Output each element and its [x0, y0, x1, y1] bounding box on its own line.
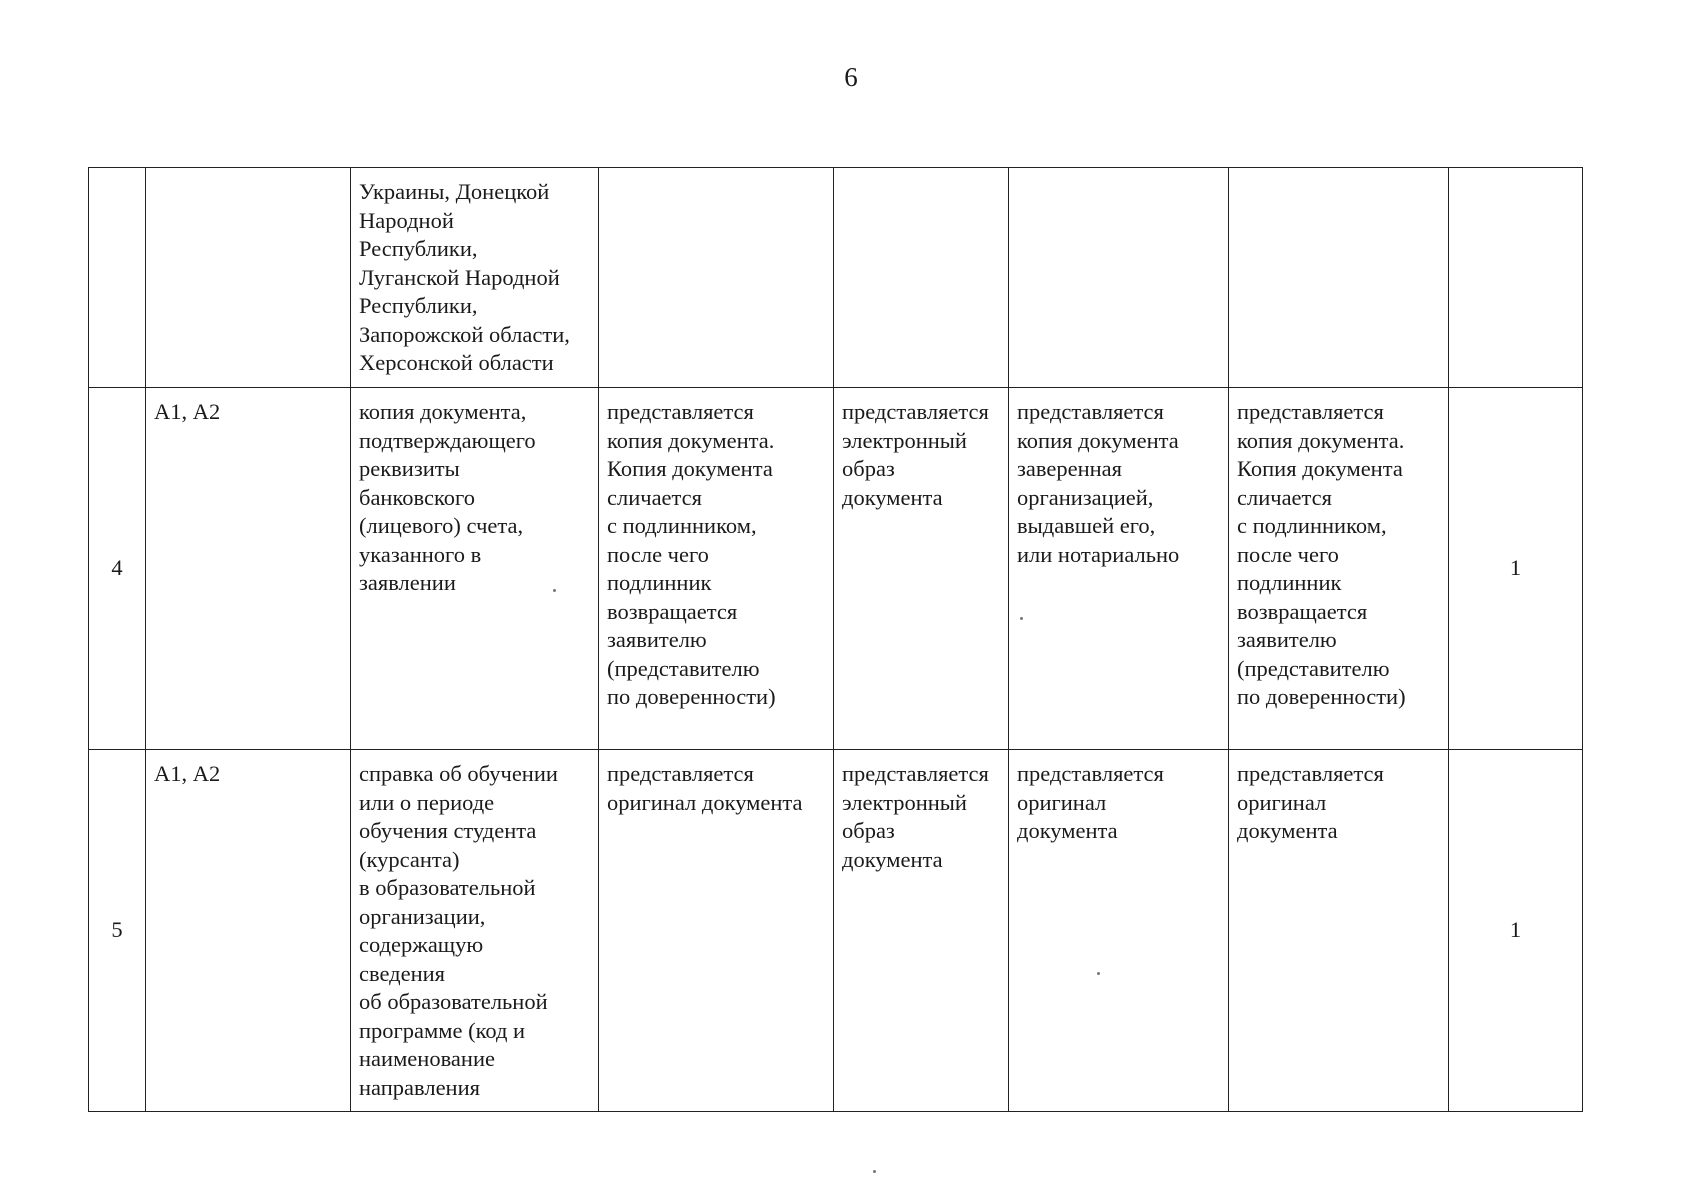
submission-electronic-cell: представляется электронный образ документа	[834, 388, 1009, 750]
scan-artifact-dot	[553, 589, 556, 592]
table-row	[89, 388, 1583, 750]
submission-mfc-cell: представляется копия документа. Копия документа сличается с подлинником, после чего подлинник возвращается заявителю (представителю по доверенности)	[1229, 388, 1449, 750]
applicant-category-cell	[146, 168, 351, 388]
submission-in-person-cell: представляется оригинал документа	[599, 750, 834, 1112]
submission-by-mail-cell	[1009, 168, 1229, 388]
submission-in-person-cell	[599, 168, 834, 388]
submission-electronic-cell: представляется электронный образ документа	[834, 750, 1009, 1112]
submission-by-mail-cell: представляется оригинал документа	[1009, 750, 1229, 1112]
quantity-cell: 1	[1449, 388, 1583, 750]
applicant-category-cell: А1, А2	[146, 750, 351, 1112]
row-number-cell	[89, 168, 146, 388]
submission-electronic-cell	[834, 168, 1009, 388]
document-name-cell: Украины, Донецкой Народной Республики, Луганской Народной Республики, Запорожской области, Херсонской области	[351, 168, 599, 388]
quantity-cell	[1449, 168, 1583, 388]
page-number: 6	[844, 62, 858, 92]
scan-artifact-dot	[1020, 617, 1023, 620]
row-number-cell: 5	[89, 750, 146, 1112]
row-number-cell: 4	[89, 388, 146, 750]
table-row	[89, 168, 1583, 388]
submission-mfc-cell: представляется оригинал документа	[1229, 750, 1449, 1112]
applicant-category-cell: А1, А2	[146, 388, 351, 750]
scan-artifact-dot	[1097, 972, 1100, 975]
table-row	[89, 750, 1583, 1112]
quantity-cell: 1	[1449, 750, 1583, 1112]
submission-by-mail-cell: представляется копия документа заверенная организацией, выдавшей его, или нотариально	[1009, 388, 1229, 750]
document-name-cell: копия документа, подтверждающего реквизиты банковского (лицевого) счета, указанного в заявлении	[351, 388, 599, 750]
submission-in-person-cell: представляется копия документа. Копия документа сличается с подлинником, после чего подлинник возвращается заявителю (представителю по доверенности)	[599, 388, 834, 750]
scan-artifact-dot	[873, 1170, 876, 1173]
submission-mfc-cell	[1229, 168, 1449, 388]
document-name-cell: справка об обучении или о периоде обучения студента (курсанта) в образовательной организации, содержащую сведения об образовательной программе (код и наименование направления	[351, 750, 599, 1112]
documents-table	[88, 167, 1583, 1112]
